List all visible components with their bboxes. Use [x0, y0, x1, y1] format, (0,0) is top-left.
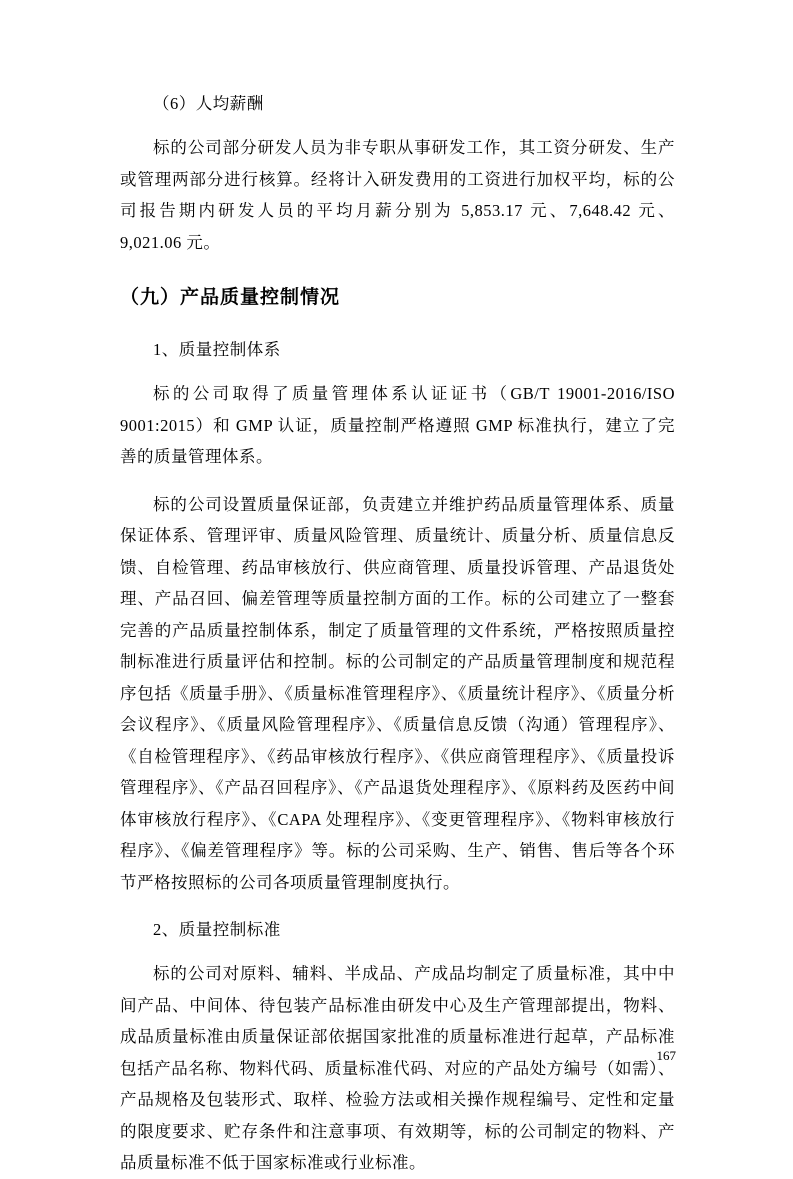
paragraph-rd-salary: 标的公司部分研发人员为非专职从事研发工作，其工资分研发、生产或管理两部分进行核算。经将计入研发费用的工资进行加权平均，标的公司报告期内研发人员的平均月薪分别为 5,853.17 元、7,648.42 元、9,021.06 元。 [120, 138, 675, 252]
section-heading-product-quality-control: （九）产品质量控制情况 [120, 287, 341, 308]
paragraph-quality-certification: 标的公司取得了质量管理体系认证证书（GB/T 19001-2016/ISO 9001:2015）和 GMP 认证，质量控制严格遵照 GMP 标准执行，建立了完善的质量管理体系。 [120, 384, 675, 466]
paragraph-quality-assurance-department: 标的公司设置质量保证部，负责建立并维护药品质量管理体系、质量保证体系、管理评审、质量风险管理、质量统计、质量分析、质量信息反馈、自检管理、药品审核放行、供应商管理、质量投诉管理、产品退货处理、产品召回、偏差管理等质量控制方面的工作。标的公司建立了一整套完善的产品质量控制体系，制定了质量管理的文件系统，严格按照质量控制标准进行质量评估和控制。标的公司制定的产品质量管理制度和规范程序包括《质量手册》、《质量标准管理程序》、《质量统计程序》、《质量分析会议程序》、《质量风险管理程序》、《质量信息反馈（沟通）管理程序》、《自检管理程序》、《药品审核放行程序》、《供应商管理程序》、《质量投诉管理程序》、《产品召回程序》、《产品退货处理程序》、《原料药及医药中间体审核放行程序》、《CAPA 处理程序》、《变更管理程序》、《物料审核放行程序》、《偏差管理程序》等。标的公司采购、生产、销售、售后等各个环节严格按照标的公司各项质量管理制度执行。 [120, 494, 675, 892]
subheading-per-capita-salary: （6）人均薪酬 [153, 94, 264, 113]
paragraph-quality-standards: 标的公司对原料、辅料、半成品、产成品均制定了质量标准，其中中间产品、中间体、待包装产品标准由研发中心及生产管理部提出，物料、成品质量标准由质量保证部依据国家批准的质量标准进行起草，产品标准包括产品名称、物料代码、质量标准代码、对应的产品处方编号（如需）、产品规格及包装形式、取样、检验方法或相关操作规程编号、定性和定量的限度要求、贮存条件和注意事项、有效期等，标的公司制定的物料、产品质量标准不低于国家标准或行业标准。 [120, 964, 675, 1172]
page-number: 167 [656, 1048, 676, 1063]
subheading-quality-control-system: 1、质量控制体系 [153, 340, 281, 359]
subheading-quality-control-standard: 2、质量控制标准 [153, 920, 281, 939]
